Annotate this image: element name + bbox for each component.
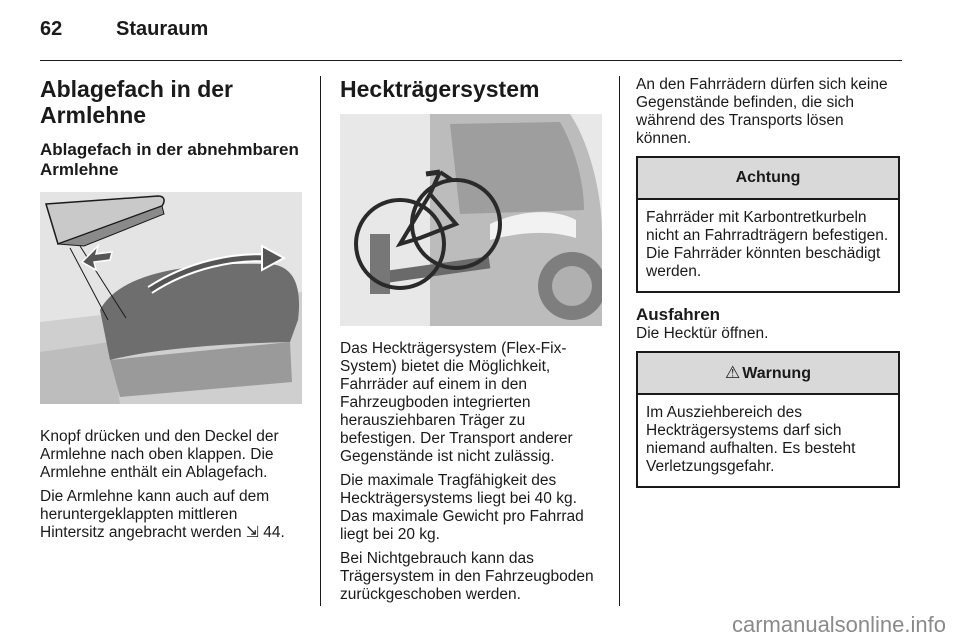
section-heading-armrest: Ablagefach in der Armlehne <box>40 76 233 128</box>
carrier-paragraph-1: Das Heckträgersystem (Flex-Fix-System) bietet die Möglichkeit, Fahrräder auf einem in den Fahrzeugboden integrierten herausziehbaren Träger zu befestigen. Der Transport anderer Gegenstände ist nicht zulässig. <box>340 340 573 465</box>
section-heading-rear-carrier: Heckträgersystem <box>340 76 540 102</box>
carrier-paragraph-2: Die maximale Tragfähigkeit des Heckträgersystems liegt bei 40 kg. Das maximale Gewicht pro Fahrrad liegt bei 20 kg. <box>340 472 584 543</box>
reference-arrow-icon: ⇲ <box>245 524 259 541</box>
warning-box <box>636 351 900 488</box>
caution-title: Achtung <box>638 158 898 200</box>
caution-box <box>636 156 900 293</box>
bike-carrier-illustration <box>340 114 602 326</box>
warning-text: Im Ausziehbereich des Heckträgersystems darf sich niemand aufhalten. Es besteht Verletzungsgefahr. <box>646 404 856 475</box>
armrest-paragraph-1: Knopf drücken und den Deckel der Armlehne nach oben klappen. Die Armlehne enthält ein Ablagefach. <box>40 428 279 481</box>
watermark: carmanualsonline.info <box>731 612 946 637</box>
subheading-extend: Ausfahren <box>636 305 721 324</box>
column-carrier-continued <box>636 76 900 488</box>
armrest-paragraph-2: Die Armlehne kann auch auf dem heruntergeklappten mittleren Hintersitz angebracht werden ⇲ 44. <box>40 488 285 541</box>
warning-triangle-icon: ⚠ <box>725 363 741 382</box>
column-divider <box>320 76 321 606</box>
page-header <box>40 18 209 41</box>
column-armrest <box>40 76 302 542</box>
caution-text: Fahrräder mit Karbontretkurbeln nicht an Fahrradträgern befestigen. Die Fahrräder könnten beschädigt werden. <box>646 209 889 280</box>
carrier-paragraph-3: Bei Nichtgebrauch kann das Trägersystem in den Fahrzeugboden zurückgeschoben werden. <box>340 550 594 603</box>
warning-header <box>638 353 898 395</box>
header-rule <box>40 60 902 61</box>
extend-step: Die Hecktür öffnen. <box>636 325 769 342</box>
warning-title: Warnung <box>742 365 811 382</box>
page-title: Stauraum <box>116 18 209 40</box>
page-reference[interactable]: 44. <box>263 524 285 541</box>
column-divider <box>619 76 620 606</box>
armrest-illustration <box>40 192 302 404</box>
column-rear-carrier <box>340 76 602 604</box>
page-number: 62 <box>40 18 63 40</box>
subheading-removable-armrest: Ablagefach in der abnehmbaren Armlehne <box>40 140 299 179</box>
carrier-intro-paragraph: An den Fahrrädern dürfen sich keine Gegenstände befinden, die sich während des Transports lösen können. <box>636 76 888 147</box>
